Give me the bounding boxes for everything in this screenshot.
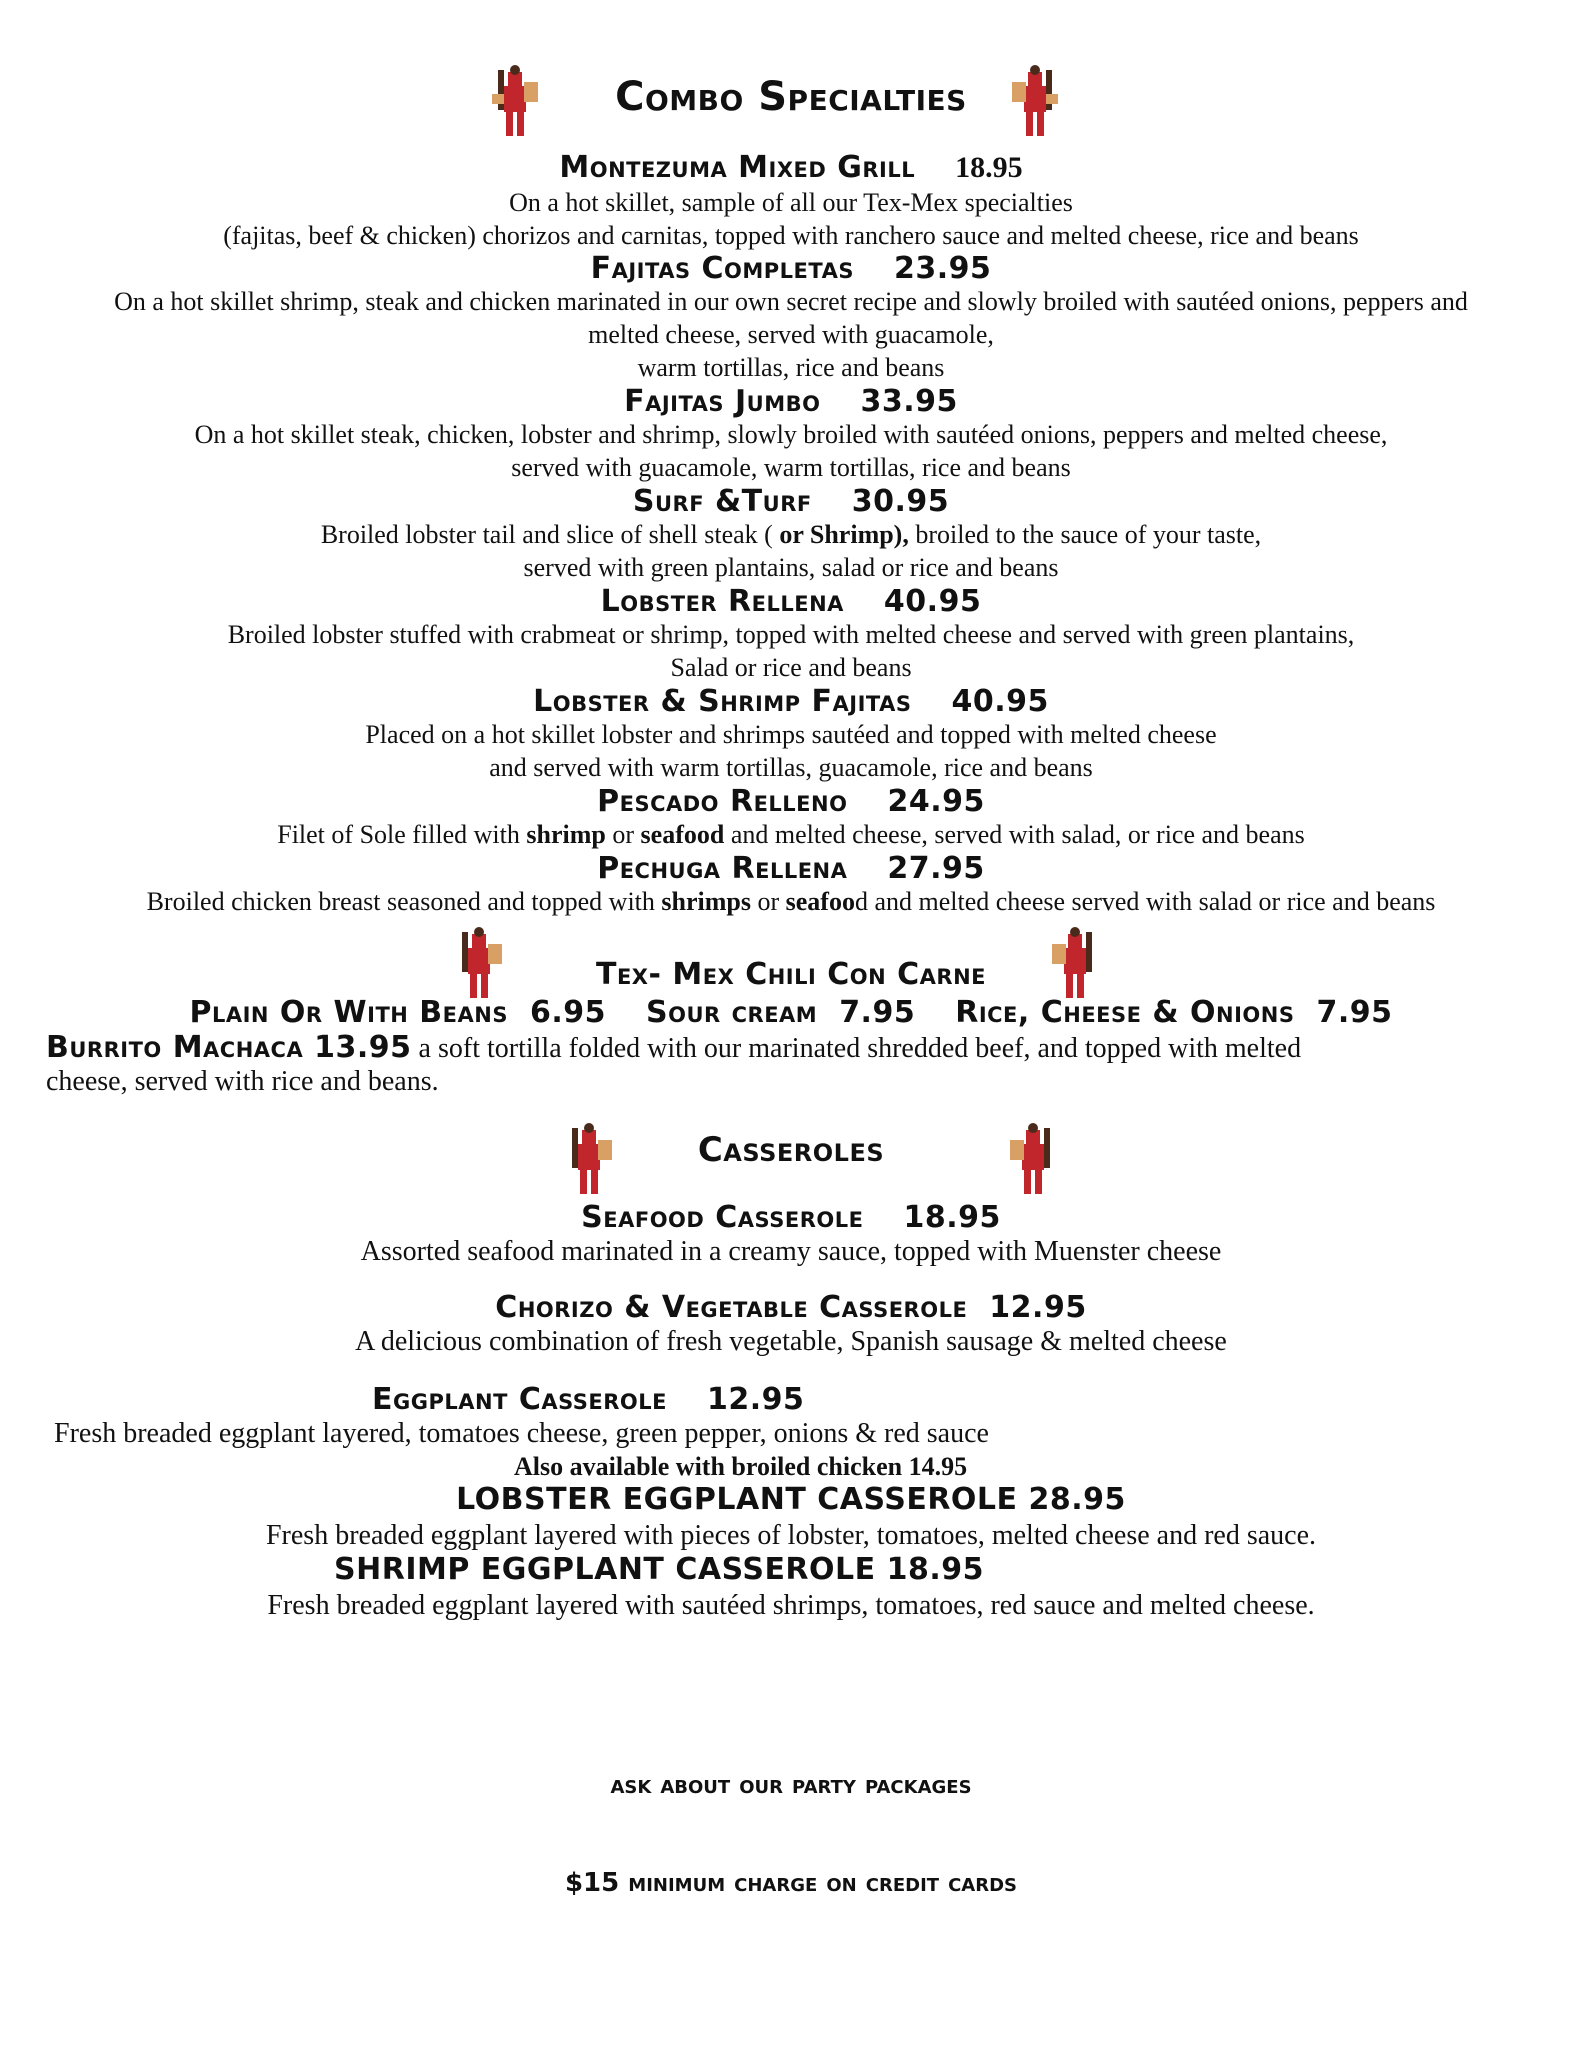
aztec-warrior-icon [1046,926,1104,1004]
item-description: On a hot skillet steak, chicken, lobster and shrimp, slowly broiled with sautéed onions, peppers and melted cheese, [194,420,1388,449]
menu-item-title [0,384,1582,419]
item-description: Placed on a hot skillet lobster and shrimps sautéed and topped with melted cheese [365,720,1217,749]
item-description: Salad or rice and beans [670,653,912,682]
item-name: Eggplant Casserole [372,1382,668,1417]
item-price: 27.95 [887,851,985,886]
menu-item-title [0,251,1582,286]
item-description: Assorted seafood marinated in a creamy sauce, topped with Muenster cheese [360,1236,1222,1267]
item-description: served with green plantains, salad or rice and beans [523,553,1059,582]
aztec-warrior-icon [1006,64,1064,142]
item-description [0,520,1582,550]
option-price: 6.95 [529,995,606,1030]
desc-text: Broiled chicken breast seasoned and topped with [146,887,662,916]
casseroles-title: Casseroles [697,1130,885,1170]
desc-text: broiled to the sauce of your taste, [908,520,1262,549]
item-description: a soft tortilla folded with our marinated shredded beef, and topped with melted [411,1033,1302,1064]
item-name: Montezuma Mixed Grill [559,150,916,185]
menu-item-title [0,150,1582,185]
desc-bold: seafoo [785,887,855,916]
desc-text: d and melted cheese served with salad or rice and beans [854,887,1436,916]
option-price: 7.95 [1316,995,1393,1030]
item-price: 33.95 [860,384,958,419]
menu-item-title: SHRIMP EGGPLANT CASSEROLE 18.95 [334,1552,984,1587]
menu-item-title [0,784,1582,819]
item-price: 18.95 [903,1200,1001,1235]
desc-bold: shrimps [661,887,751,916]
chili-title: Tex- Mex Chili Con Carne [595,957,987,992]
item-name: Fajitas Jumbo [624,384,821,419]
aztec-warrior-icon [1004,1122,1062,1200]
desc-bold: shrimp [526,820,606,849]
item-name: Surf &Turf [632,484,812,519]
item-description [0,887,1582,917]
option-name: Rice, Cheese & Onions [955,995,1295,1030]
item-description: served with guacamole, warm tortillas, rice and beans [511,453,1071,482]
item-price: 40.95 [951,684,1049,719]
item-description: warm tortillas, rice and beans [637,353,945,382]
item-name: Seafood Casserole [581,1200,864,1235]
desc-text: or [605,820,641,849]
desc-text: or [750,887,786,916]
combo-title: Combo Specialties [615,74,967,120]
item-price: 12.95 [989,1290,1087,1325]
desc-bold: or Shrimp), [779,520,909,549]
burrito-line [46,1030,1546,1065]
item-name: Lobster & Shrimp Fajitas [533,684,912,719]
item-description: Fresh breaded eggplant layered with sautéed shrimps, tomatoes, red sauce and melted cheese. [267,1590,1315,1621]
item-price: 24.95 [887,784,985,819]
item-name: Fajitas Completas [590,251,854,286]
item-description [0,820,1582,850]
item-description: Fresh breaded eggplant layered with pieces of lobster, tomatoes, melted cheese and red sauce. [265,1520,1317,1551]
item-description: Broiled lobster stuffed with crabmeat or shrimp, topped with melted cheese and served with green plantains, [227,620,1355,649]
item-description: (fajitas, beef & chicken) chorizos and carnitas, topped with ranchero sauce and melted cheese, rice and beans [223,221,1359,250]
credit-card-note: $15 minimum charge on credit cards [564,1868,1018,1898]
item-description: On a hot skillet shrimp, steak and chicken marinated in our own secret recipe and slowly broiled with sautéed onions, peppers and [114,287,1468,316]
menu-item-title [0,851,1582,886]
item-description: cheese, served with rice and beans. [46,1066,439,1097]
item-description: Fresh breaded eggplant layered, tomatoes cheese, green pepper, onions & red sauce [54,1418,989,1449]
desc-bold: seafood [640,820,725,849]
menu-item-title: LOBSTER EGGPLANT CASSEROLE 28.95 [456,1482,1126,1517]
option-price: 7.95 [839,995,916,1030]
item-price: 23.95 [893,251,992,286]
desc-text: Broiled lobster tail and slice of shell steak ( [320,520,780,549]
menu-item-title [0,684,1582,719]
item-name: Pescado Relleno [597,784,848,819]
menu-item-title [0,1290,1582,1325]
item-name: Chorizo & Vegetable Casserole [495,1290,968,1325]
item-description: and served with warm tortillas, guacamole, rice and beans [489,753,1093,782]
item-price: 40.95 [883,584,982,619]
item-note: Also available with broiled chicken 14.95 [514,1452,968,1481]
item-name: Pechuga Rellena [597,851,848,886]
item-description: A delicious combination of fresh vegetable, Spanish sausage & melted cheese [355,1326,1227,1357]
item-name: Burrito Machaca 13.95 [46,1030,412,1065]
option-name: Plain Or With Beans [189,995,508,1030]
desc-text: Filet of Sole filled with [277,820,527,849]
menu-item-title [0,484,1582,519]
item-price: 18.95 [955,151,1023,184]
item-description: On a hot skillet, sample of all our Tex-Mex specialties [509,188,1073,217]
menu-item-title [0,584,1582,619]
option-name: Sour cream [645,995,818,1030]
party-packages-note: ask about our party packages [610,1770,972,1800]
item-name: Lobster Rellena [600,584,844,619]
desc-text: and melted cheese, served with salad, or rice and beans [724,820,1305,849]
item-description: melted cheese, served with guacamole, [588,320,994,349]
item-price: 12.95 [707,1382,805,1417]
menu-item-title [372,1382,1172,1417]
chili-options [0,995,1582,1030]
item-price: 30.95 [851,484,950,519]
menu-item-title [0,1200,1582,1235]
